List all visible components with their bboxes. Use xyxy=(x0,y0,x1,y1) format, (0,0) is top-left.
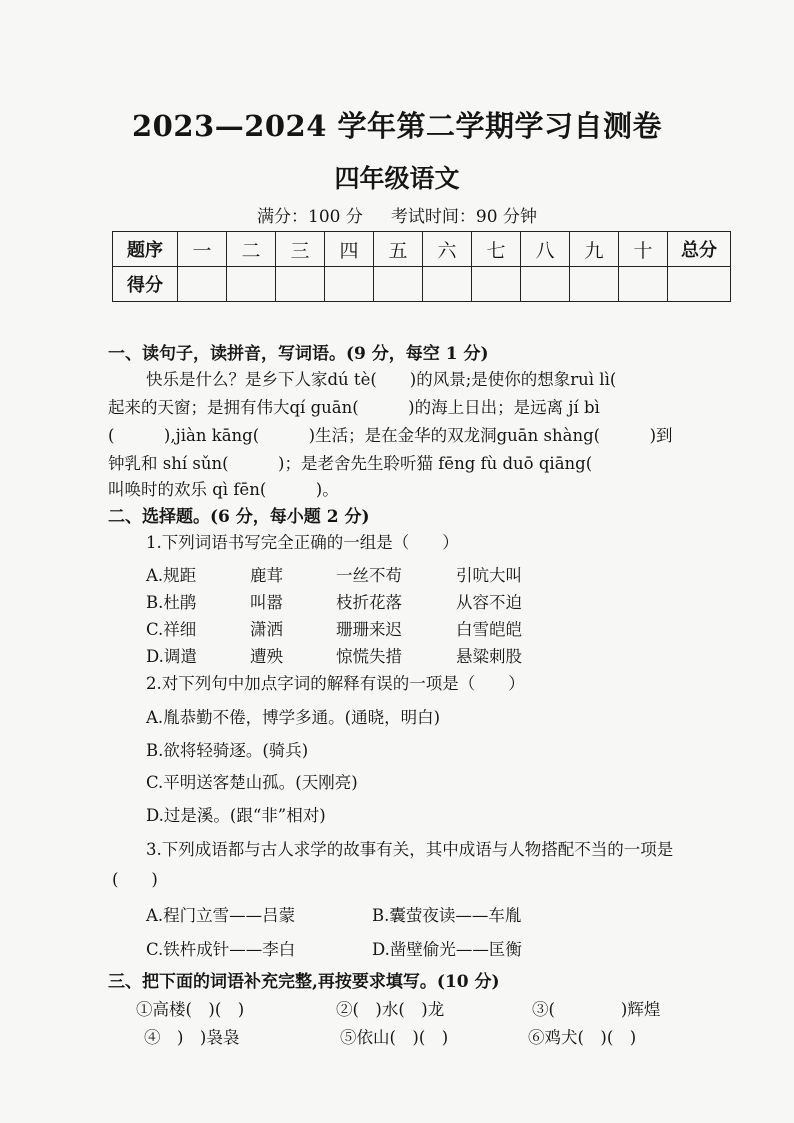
col-7: 七 xyxy=(472,232,521,267)
exam-time: 考试时间：90 分钟 xyxy=(390,207,537,227)
q3-option-a: A.程门立雪——吕蒙 xyxy=(146,906,296,925)
idiom-item-3[interactable]: ③( )辉煌 xyxy=(532,1000,661,1019)
q2-option-c: C.平明送客楚山孤。(天刚亮) xyxy=(146,773,358,792)
q1-option-b-word-2: 叫嚣 xyxy=(250,593,283,612)
score-cell[interactable] xyxy=(325,267,374,302)
score-cell[interactable] xyxy=(178,267,227,302)
q1-option-d-word-4: 悬粱刺股 xyxy=(456,647,522,666)
col-total: 总分 xyxy=(668,232,731,267)
q1-option-d-word-2: 遭殃 xyxy=(250,647,283,666)
q3-stem: 3.下列成语都与古人求学的故事有关，其中成语与人物搭配不当的一项是 xyxy=(146,840,674,859)
q1-option-c: C.祥细 xyxy=(146,620,197,639)
q1-option-c-word-2: 潇洒 xyxy=(250,620,283,639)
section1-line-3: ( ),jiàn kāng( )生活；是在金华的双龙洞guān shàng( )到 xyxy=(108,426,673,445)
exam-meta xyxy=(0,202,794,227)
full-score: 满分：100 分 xyxy=(257,207,363,227)
q3-answer-blank[interactable]: ( ) xyxy=(112,870,158,889)
exam-subtitle: 四年级语文 xyxy=(334,164,460,193)
score-cell[interactable] xyxy=(423,267,472,302)
section1-heading: 一、读句子，读拼音，写词语。(9 分，每空 1 分) xyxy=(108,344,489,364)
score-cell[interactable] xyxy=(521,267,570,302)
score-cell[interactable] xyxy=(472,267,521,302)
q3-option-d: D.凿壁偷光——匡衡 xyxy=(372,940,522,959)
idiom-item-6[interactable]: ⑥鸡犬( )( ) xyxy=(528,1028,637,1047)
idiom-item-2[interactable]: ②( )水( )龙 xyxy=(336,1000,445,1019)
q1-option-a-word-2: 鹿茸 xyxy=(250,566,283,585)
score-cell[interactable] xyxy=(276,267,325,302)
score-table xyxy=(112,231,731,302)
q3-option-b: B.囊萤夜读——车胤 xyxy=(372,906,522,925)
section1-line-2: 起来的天窗；是拥有伟大qí guān( )的海上日出；是远离 jí bì xyxy=(108,398,600,417)
q1-option-b: B.杜鹃 xyxy=(146,593,197,612)
exam-title: 2023—2024 学年第二学期学习自测卷 xyxy=(131,109,663,143)
section1-line-1: 快乐是什么？是乡下人家dú tè( )的风景;是使你的想象ruì lì( xyxy=(146,370,617,389)
q2-stem: 2.对下列句中加点字词的解释有误的一项是（ ） xyxy=(146,674,525,693)
col-4: 四 xyxy=(325,232,374,267)
score-cell[interactable] xyxy=(619,267,668,302)
col-10: 十 xyxy=(619,232,668,267)
score-cell[interactable] xyxy=(374,267,423,302)
col-2: 二 xyxy=(227,232,276,267)
section1-line-5: 叫唤时的欢乐 qì fēn( )。 xyxy=(108,480,339,499)
q1-option-c-word-3: 珊珊来迟 xyxy=(336,620,402,639)
q1-option-d: D.调遣 xyxy=(146,647,197,666)
q1-option-a-word-3: 一丝不苟 xyxy=(336,566,402,585)
col-9: 九 xyxy=(570,232,619,267)
row-label-score: 得分 xyxy=(113,267,178,302)
col-8: 八 xyxy=(521,232,570,267)
q1-option-a-word-4: 引吭大叫 xyxy=(456,566,522,585)
score-table-header-row xyxy=(113,232,731,267)
q1-stem: 1.下列词语书写完全正确的一组是（ ） xyxy=(146,533,459,552)
q1-option-b-word-3: 枝折花落 xyxy=(336,593,402,612)
score-cell[interactable] xyxy=(570,267,619,302)
q2-option-b: B.欲将轻骑逐。(骑兵) xyxy=(146,741,309,760)
q1-option-d-word-3: 惊慌失措 xyxy=(336,647,402,666)
score-table-score-row xyxy=(113,267,731,302)
q3-option-c: C.铁杵成针——李白 xyxy=(146,940,296,959)
col-1: 一 xyxy=(178,232,227,267)
idiom-item-1[interactable]: ①高楼( )( ) xyxy=(136,1000,245,1019)
q2-option-a: A.胤恭勤不倦，博学多通。(通晓，明白) xyxy=(146,708,441,727)
row-label-question-number: 题序 xyxy=(113,232,178,267)
q1-option-a: A.规距 xyxy=(146,566,197,585)
col-6: 六 xyxy=(423,232,472,267)
score-cell[interactable] xyxy=(668,267,731,302)
section1-line-4: 钟乳和 shí sǔn( )；是老舍先生聆听猫 fēng fù duō qiāng( xyxy=(108,454,593,473)
col-5: 五 xyxy=(374,232,423,267)
q2-option-d: D.过是溪。(跟“非”相对) xyxy=(146,806,326,825)
section2-heading: 二、选择题。(6 分，每小题 2 分) xyxy=(108,507,370,527)
col-3: 三 xyxy=(276,232,325,267)
section3-heading: 三、把下面的词语补充完整,再按要求填写。(10 分) xyxy=(108,972,500,992)
idiom-item-5[interactable]: ⑤依山( )( ) xyxy=(340,1028,449,1047)
q1-option-b-word-4: 从容不迫 xyxy=(456,593,522,612)
q1-option-c-word-4: 白雪皑皑 xyxy=(456,620,522,639)
idiom-item-4[interactable]: ④ ) )袅袅 xyxy=(144,1028,240,1047)
score-cell[interactable] xyxy=(227,267,276,302)
